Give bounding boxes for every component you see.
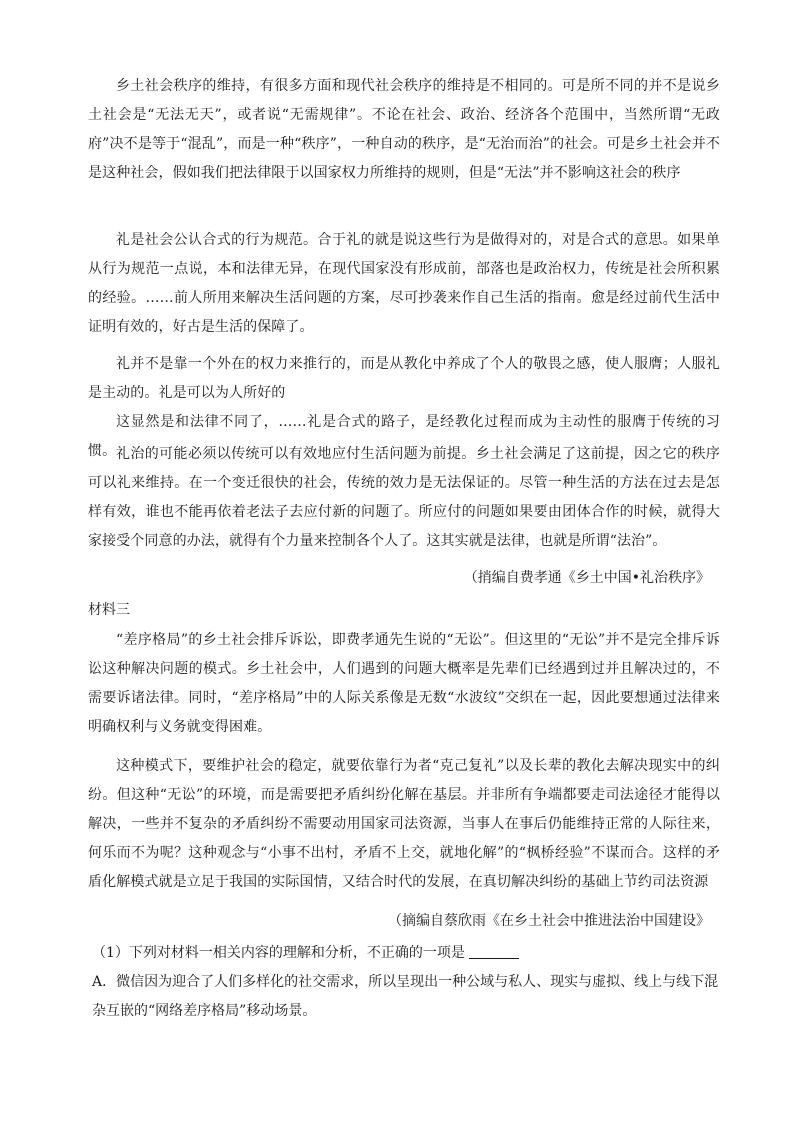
material2-paragraph-3: 礼并不是靠一个外在的权力来推行的，而是从教化中养成了个人的敬畏之感，使人服膺；人服礼是主动的。礼是可以为人所好的	[88, 356, 720, 401]
material3-heading: 材料三	[88, 602, 130, 618]
answer-blank	[469, 944, 519, 959]
material3-paragraph-1: “差序格局”的乡土社会排斥诉讼，即费孝通先生说的“无讼”。但这里的“无讼”并不是完全排斥诉讼这种解决问题的模式。乡土社会中，人们遇到的问题大概率是先辈们已经遇到过并且解决过的，不需要诉诸法律。同时，“差序格局”中的人际关系像是无数“水波纹”交织在一起，因此要想通过法律来明确权利与义务就变得困难。	[88, 632, 720, 735]
material2-source: （捎编自费孝通《乡土中国•礼治秩序》	[463, 570, 710, 586]
question-stem-row	[92, 940, 519, 966]
material2-paragraph-5: 礼治的可能必须以传统可以有效地应付生活问题为前提。乡土社会满足了这前提，因之它的秩序可以礼来维持。在一个变迁很快的社会，传统的效力是无法保证的。尽管一种生活的方法在过去是怎样有效，谁也不能再依着老法子去应付新的问题了。所应付的问题如果要由团体合作的时候，就得大家接受个同意的办法，就得有个力量来控制各个人了。这其实就是法律，也就是所谓“法治”。	[88, 446, 720, 549]
material3-paragraph-2: 这种模式下，要维护社会的稳定，就要依靠行为者“克己复礼”以及长辈的教化去解决现实中的纠纷。但这种“无讼”的环境，而是需要把矛盾纠纷化解在基层。并非所有争端都要走司法途径才能得以解决，一些并不复杂的矛盾纠纷不需要动用国家司法资源，当事人在事后仍能维持正常的人际往来，何乐而不为呢？这种观念与“小事不出村，矛盾不上交，就地化解”的“枫桥经验”不谋而合。这样的矛盾化解模式就是立足于我国的实际国情，又结合时代的发展，在真切解决纠纷的基础上节约司法资源	[88, 758, 720, 890]
material3-source: （摘编自蔡欣雨《在乡土社会中推进法治中国建设》	[388, 913, 710, 929]
option-a: A．微信因为迎合了人们多样化的社交需求，所以呈现出一种公域与私人、现实与虚拟、线上与线下混杂互嵌的“网络差序格局”移动场景。	[92, 974, 719, 1019]
material2-paragraph-4: 这显然是和法律不同了，……礼是合式的路子，是经教化过程而成为主动性的服膺于传统的习惯。	[88, 414, 720, 459]
material2-paragraph-1: 乡土社会秩序的维持，有很多方面和现代社会秩序的维持是不相同的。可是所不同的并不是说乡土社会是“无法无天”，或者说“无需规律”。不论在社会、政治、经济各个范围中，当然所谓“无政府”决不是等于“混乱”，而是一种“秩序”，一种自动的秩序，是“无治而治”的社会。可是乡土社会并不是这种社会，假如我们把法律限于以国家权力所维持的规则，但是“无法”并不影响这社会的秩序	[88, 78, 720, 181]
material2-paragraph-2: 礼是社会公认合式的行为规范。合于礼的就是说这些行为是做得对的，对是合式的意思。如果单从行为规范一点说，本和法律无异，在现代国家没有形成前，部落也是政治权力，传统是社会所积累的经验。……前人所用来解决生活问题的方案，尽可抄袭来作自己生活的指南。愈是经过前代生活中证明有效的，好古是生活的保障了。	[88, 232, 720, 335]
question-stem: （1）下列对材料一相关内容的理解和分析，不正确的一项是	[92, 945, 465, 961]
